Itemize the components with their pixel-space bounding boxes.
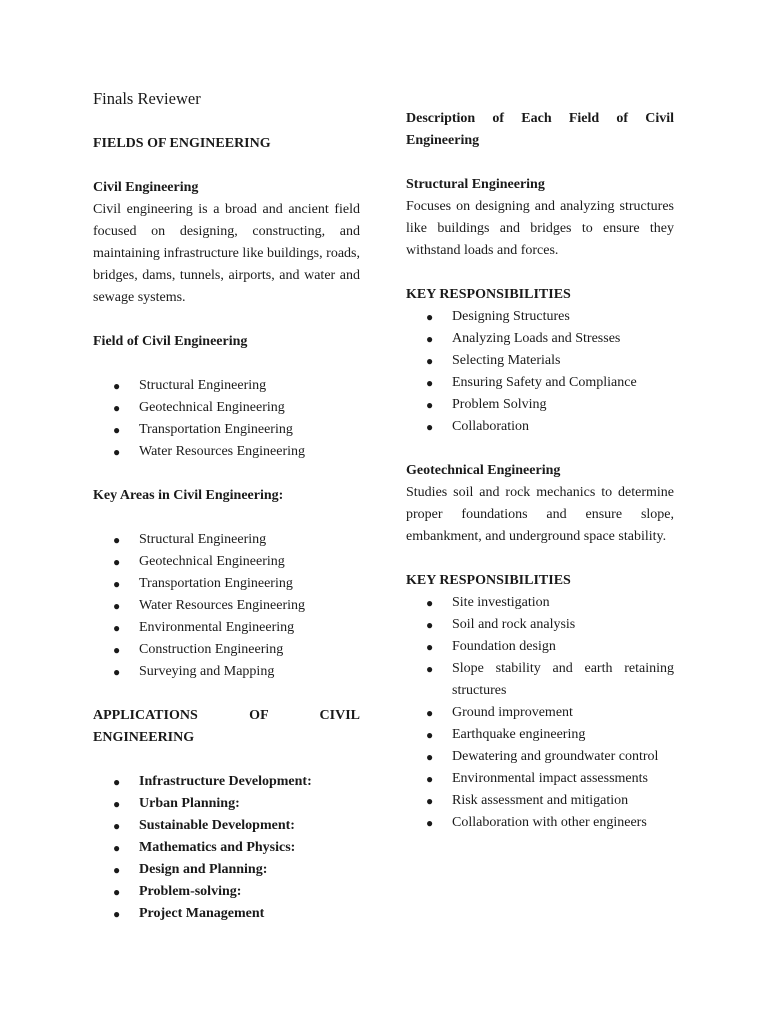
list-item: ● Problem-solving:	[113, 884, 242, 899]
geotechnical-heading: Geotechnical Engineering	[406, 463, 561, 478]
list-item: ● Water Resources Engineering	[113, 444, 306, 459]
key-areas-heading: Key Areas in Civil Engineering:	[93, 488, 284, 503]
key-areas-list	[93, 529, 360, 683]
applications-heading: APPLICATIONS OF CIVIL ENGINEERING	[93, 708, 360, 745]
right-column	[406, 108, 674, 834]
key-responsibilities-heading: KEY RESPONSIBILITIES	[406, 573, 571, 588]
list-item: ● Environmental Engineering	[113, 620, 295, 635]
list-item: ● Design and Planning:	[113, 862, 268, 877]
field-of-civil-heading: Field of Civil Engineering	[93, 334, 248, 349]
fields-heading: FIELDS OF ENGINEERING	[93, 136, 271, 151]
list-item: ● Designing Structures	[426, 309, 570, 324]
list-item: ● Ensuring Safety and Compliance	[426, 375, 637, 390]
list-item: ● Soil and rock analysis	[426, 617, 576, 632]
list-item: ● Transportation Engineering	[113, 422, 293, 437]
structural-heading: Structural Engineering	[406, 177, 545, 192]
list-item: ● Sustainable Development:	[113, 818, 295, 833]
list-item: ● Earthquake engineering	[426, 727, 586, 742]
list-item: ● Risk assessment and mitigation	[426, 793, 629, 808]
list-item: ● Environmental impact assessments	[426, 771, 648, 786]
list-item: ● Analyzing Loads and Stresses	[426, 331, 621, 346]
geotechnical-text: Studies soil and rock mechanics to determine proper foundations and ensure slope, embankment, and underground space stability.	[406, 485, 674, 544]
list-item: ● Infrastructure Development:	[113, 774, 312, 789]
list-item: ● Mathematics and Physics:	[113, 840, 296, 855]
geotechnical-responsibilities-list	[406, 592, 674, 834]
list-item: ● Selecting Materials	[426, 353, 561, 368]
field-list	[93, 375, 360, 463]
list-item: ● Collaboration with other engineers	[426, 815, 647, 830]
list-item: ● Structural Engineering	[113, 532, 267, 547]
list-item: ● Problem Solving	[426, 397, 547, 412]
structural-responsibilities-list	[406, 306, 674, 438]
list-item: ● Foundation design	[426, 639, 556, 654]
civil-engineering-text: Civil engineering is a broad and ancient field focused on designing, constructing, and maintaining infrastructure like buildings, roads, bridges, dams, tunnels, airports, and water and sewage systems.	[93, 202, 360, 305]
left-column	[93, 133, 360, 925]
list-item: ● Construction Engineering	[113, 642, 284, 657]
list-item: ● Geotechnical Engineering	[113, 400, 285, 415]
list-item: ● Water Resources Engineering	[113, 598, 306, 613]
key-responsibilities-heading: KEY RESPONSIBILITIES	[406, 287, 571, 302]
applications-list	[93, 771, 360, 925]
description-heading: Description of Each Field of Civil Engineering	[406, 111, 674, 148]
structural-text: Focuses on designing and analyzing structures like buildings and bridges to ensure they withstand loads and forces.	[406, 199, 674, 258]
list-item: ● Geotechnical Engineering	[113, 554, 285, 569]
list-item: ● Surveying and Mapping	[113, 664, 275, 679]
list-item: ● Slope stability and earth retaining structures	[426, 661, 674, 698]
list-item: ● Collaboration	[426, 419, 529, 434]
list-item: ● Structural Engineering	[113, 378, 267, 393]
list-item: ● Transportation Engineering	[113, 576, 293, 591]
list-item: ● Site investigation	[426, 595, 550, 610]
list-item: ● Urban Planning:	[113, 796, 240, 811]
list-item: ● Project Management	[113, 906, 265, 921]
document-title: Finals Reviewer	[93, 89, 201, 108]
list-item: ● Ground improvement	[426, 705, 573, 720]
civil-engineering-heading: Civil Engineering	[93, 180, 199, 195]
list-item: ● Dewatering and groundwater control	[426, 749, 659, 764]
